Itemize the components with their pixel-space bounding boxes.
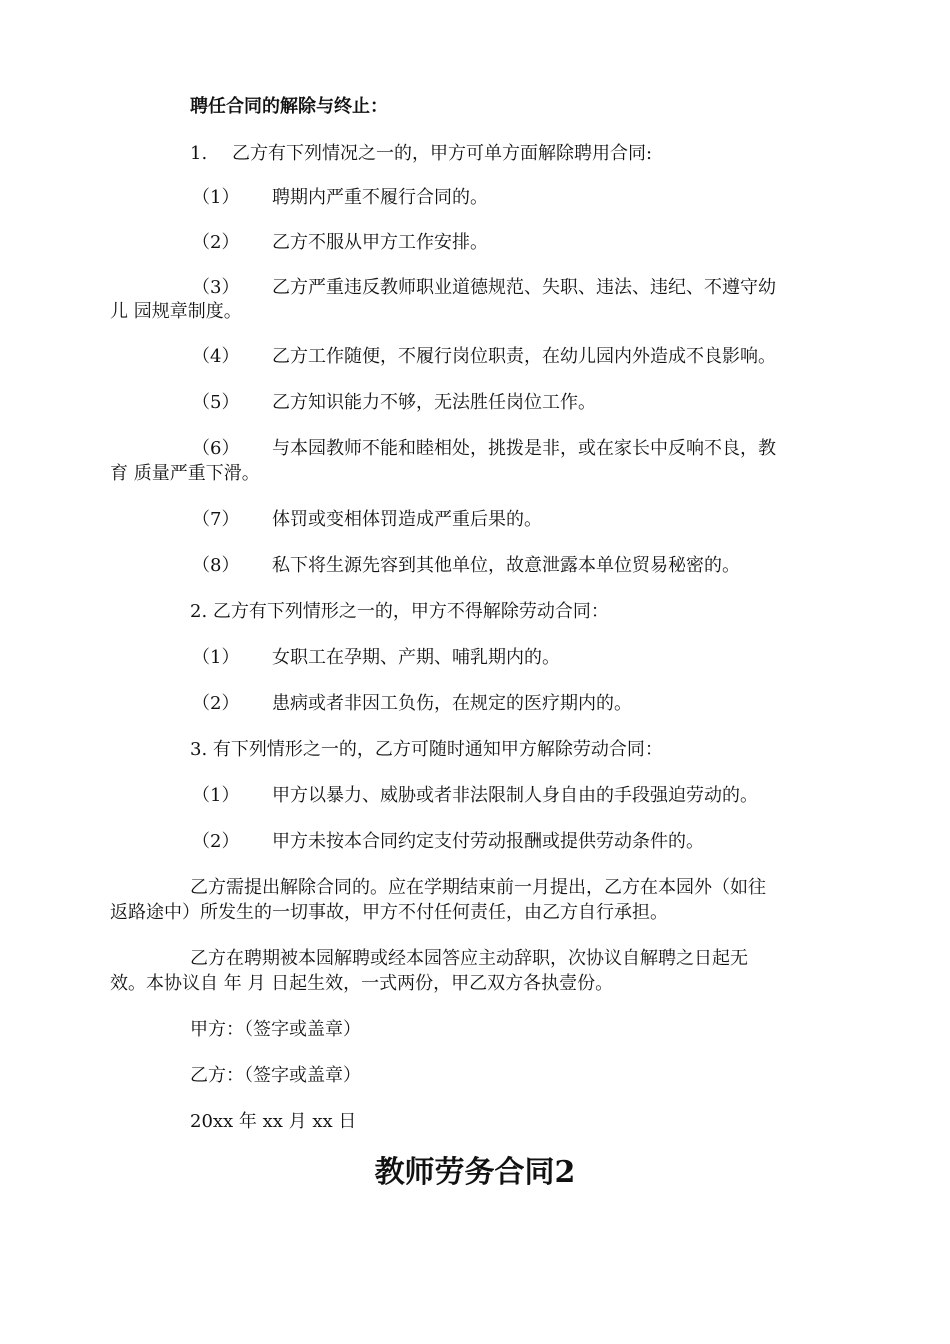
item-text: 乙方严重违反教师职业道德规范、失职、违法、违纪、不遵守幼 [272,277,776,298]
item-text: 私下将生源先容到其他单位，故意泄露本单位贸易秘密的。 [272,555,740,576]
list-item [192,830,704,854]
clause-1-text: 乙方有下列情况之一的，甲方可单方面解除聘用合同: [232,143,653,164]
paragraph-line: 返路途中）所发生的一切事故，甲方不付任何责任，由乙方自行承担。 [110,902,668,923]
clause-1-number: 1. [190,143,208,164]
item-text: 与本园教师不能和睦相处，挑拨是非，或在家长中反响不良，教 [272,438,776,459]
list-item [192,276,776,300]
item-label: （5） [192,392,240,413]
item-label: （2） [192,232,240,253]
clause-3: 3. 有下列情形之一的，乙方可随时通知甲方解除劳动合同： [190,739,663,760]
section-heading: 聘任合同的解除与终止： [190,96,388,117]
list-item [192,186,488,210]
item-label: （7） [192,509,240,530]
item-text: 体罚或变相体罚造成严重后果的。 [272,509,542,530]
item-label: （2） [192,693,240,714]
list-item [192,692,632,716]
item-text: 乙方知识能力不够，无法胜任岗位工作。 [272,392,596,413]
list-item [192,646,560,670]
item-label: （1） [192,647,240,668]
list-item [192,554,740,578]
list-item [192,784,758,808]
signature-party-b: 乙方：（签字或盖章） [190,1065,361,1086]
clause-2: 2. 乙方有下列情形之一的，甲方不得解除劳动合同： [190,601,609,622]
item-label: （1） [192,187,240,208]
list-item [192,391,596,415]
list-item-continuation: 育 质量严重下滑。 [110,463,260,484]
item-label: （3） [192,277,240,298]
item-label: （1） [192,785,240,806]
item-label: （8） [192,555,240,576]
item-text: 甲方未按本合同约定支付劳动报酬或提供劳动条件的。 [272,831,704,852]
clause-1 [190,142,652,166]
item-label: （4） [192,346,240,367]
item-text: 患病或者非因工负伤，在规定的医疗期内的。 [272,693,632,714]
next-document-title: 教师劳务合同2 [374,1155,576,1190]
item-text: 乙方工作随便，不履行岗位职责，在幼儿园内外造成不良影响。 [272,346,776,367]
item-label: （6） [192,438,240,459]
item-label: （2） [192,831,240,852]
signature-party-a: 甲方：（签字或盖章） [190,1019,361,1040]
item-text: 乙方不服从甲方工作安排。 [272,232,488,253]
paragraph-line: 效。本协议自 年 月 日起生效，一式两份，甲乙双方各执壹份。 [110,973,614,994]
list-item [192,437,776,461]
list-item [192,508,542,532]
list-item [192,345,776,369]
item-text: 甲方以暴力、威胁或者非法限制人身自由的手段强迫劳动的。 [272,785,758,806]
item-text: 聘期内严重不履行合同的。 [272,187,488,208]
item-text: 女职工在孕期、产期、哺乳期内的。 [272,647,560,668]
list-item-continuation: 儿 园规章制度。 [110,301,242,322]
paragraph-line: 乙方需提出解除合同的。应在学期结束前一月提出，乙方在本园外（如往 [190,877,766,898]
paragraph-line: 乙方在聘期被本园解聘或经本园答应主动辞职，次协议自解聘之日起无 [190,948,748,969]
signature-date: 20xx 年 xx 月 xx 日 [190,1111,357,1132]
list-item [192,231,488,255]
